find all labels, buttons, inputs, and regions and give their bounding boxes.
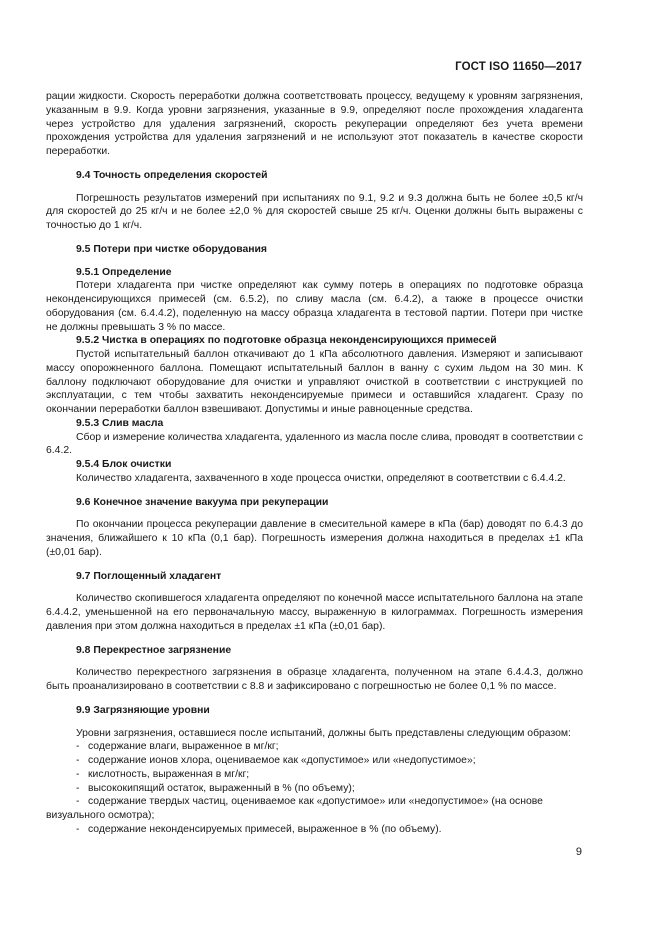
section-heading-9-4: 9.4 Точность определения скоростей xyxy=(76,169,268,181)
subsection-heading-9-5-4: 9.5.4 Блок очистки xyxy=(76,459,172,470)
list-dash: - xyxy=(76,796,80,808)
list-item xyxy=(46,740,583,754)
list-item-text: содержание неконденсируемых примесей, выраженное в % (по объему). xyxy=(88,823,442,835)
list-dash: - xyxy=(76,755,80,766)
list-dash: - xyxy=(76,823,80,835)
section-heading-9-8: 9.8 Перекрестное загрязнение xyxy=(76,644,232,656)
paragraph: Погрешность результатов измерений при испытаниях по 9.1, 9.2 и 9.3 должна быть не более ±0,5 кг/ч для скоростей до 25 кг/ч и не более ±2,0 % для скоростей свыше 25 кг/ч. Оценки должны быть выражены с точностью до 1 кг/ч. xyxy=(46,192,583,231)
subsection-heading-9-5-1: 9.5.1 Определение xyxy=(76,266,172,278)
section-heading-9-9: 9.9 Загрязняющие уровни xyxy=(76,704,210,716)
paragraph: Сбор и измерение количества хладагента, удаленного из масла после слива, проводят в соответствии с 6.4.2. xyxy=(46,431,583,457)
paragraph: Потери хладагента при чистке определяют как сумму потерь в операциях по подготовке образца неконденсирующихся примесей (см. 6.5.2), по сливу масла (см. 6.4.2), а также в процессе очистки оборудования (см. 6.4.4.2), поделенную на массу образца хладагента в тестовой партии. Потери при чистке не должны превышать 3 % по массе. xyxy=(46,280,583,333)
paragraph: По окончании процесса рекуперации давление в смесительной камере в кПа (бар) доводят по 6.4.3 до значения, ближайшего к 10 кПа (0,1 бар). Погрешность измерения должна находиться в пределах ±1 кПа (±0,01 бар). xyxy=(46,519,583,558)
section-heading-9-7: 9.7 Поглощенный хладагент xyxy=(76,570,222,582)
list-item xyxy=(46,782,583,796)
list-item xyxy=(46,754,583,768)
list-dash: - xyxy=(76,741,80,753)
list-dash: - xyxy=(76,768,80,780)
standard-header: ГОСТ ISO 11650—2017 xyxy=(455,61,582,73)
list-dash: - xyxy=(76,782,80,794)
document-body xyxy=(46,90,583,837)
list-item xyxy=(46,768,583,782)
paragraph: Количество скопившегося хладагента определяют по конечной массе испытательного баллона на этапе 6.4.4.2, уменьшенной на его первоначальную массу, выраженную в килограммах. Погрешность измерения давления при этом должна находиться в пределах ±1 кПа (±0,01 бар). xyxy=(46,593,583,632)
list-item-text: кислотность, выраженная в мг/кг; xyxy=(88,768,250,780)
paragraph: рации жидкости. Скорость переработки должна соответствовать процессу, ведущему к уровням загрязнения, указанным в 9.9. Когда уровни загрязнения, указанные в 9.9, определяют после прохождения хладагента через устройство для удаления загрязнений, скорость рекуперации определяют без учета времени прохождения устройства для удаления загрязнений и не используют этот показатель в качестве скорости переработки. xyxy=(46,91,583,157)
subsection-heading-9-5-2: 9.5.2 Чистка в операциях по подготовке образца неконденсирующихся примесей xyxy=(76,335,497,347)
list-item-text: содержание влаги, выраженное в мг/кг; xyxy=(88,741,279,753)
section-heading-9-6: 9.6 Конечное значение вакуума при рекуперации xyxy=(76,496,329,508)
list-item-text: содержание твердых частиц, оцениваемое как «допустимое» или «недопустимое» (на основе xyxy=(88,796,543,808)
list-item xyxy=(46,823,583,837)
list-item-text: высококипящий остаток, выраженный в % (по объему); xyxy=(88,782,355,794)
list-item-text: содержание ионов хлора, оцениваемое как «допустимое» или «недопустимое»; xyxy=(88,755,476,766)
paragraph: Количество перекрестного загрязнения в образце хладагента, полученном на этапе 6.4.4.3, должно быть проанализировано в соответствии с 8.8 и зафиксировано с погрешностью не более 0,1 % по массе. xyxy=(46,667,583,692)
paragraph: Уровни загрязнения, оставшиеся после испытаний, должны быть представлены следующим образом: xyxy=(76,727,571,739)
list-item-continuation: визуального осмотра); xyxy=(46,810,155,821)
page-number: 9 xyxy=(575,846,582,858)
list-item xyxy=(46,795,583,809)
section-heading-9-5: 9.5 Потери при чистке оборудования xyxy=(76,243,267,255)
paragraph: Пустой испытательный баллон откачивают до 1 кПа абсолютного давления. Измеряют и записывают массу опорожненного баллона. Помещают испытательный баллон в ванну с сухим льдом на 30 мин. К баллону подключают оборудование для очистки и управляют очисткой в соответствии с инструкцией по эксплуатации, с тем чтобы захватить неконденсируемые примеси и оставшийся хладагент. Сразу по окончании переработки баллон взвешивают. Допустимы и иные равноценные средства. xyxy=(46,349,583,415)
paragraph: Количество хладагента, захваченного в ходе процесса очистки, определяют в соответствии с 6.4.4.2. xyxy=(76,472,566,484)
subsection-heading-9-5-3: 9.5.3 Слив масла xyxy=(76,417,164,429)
